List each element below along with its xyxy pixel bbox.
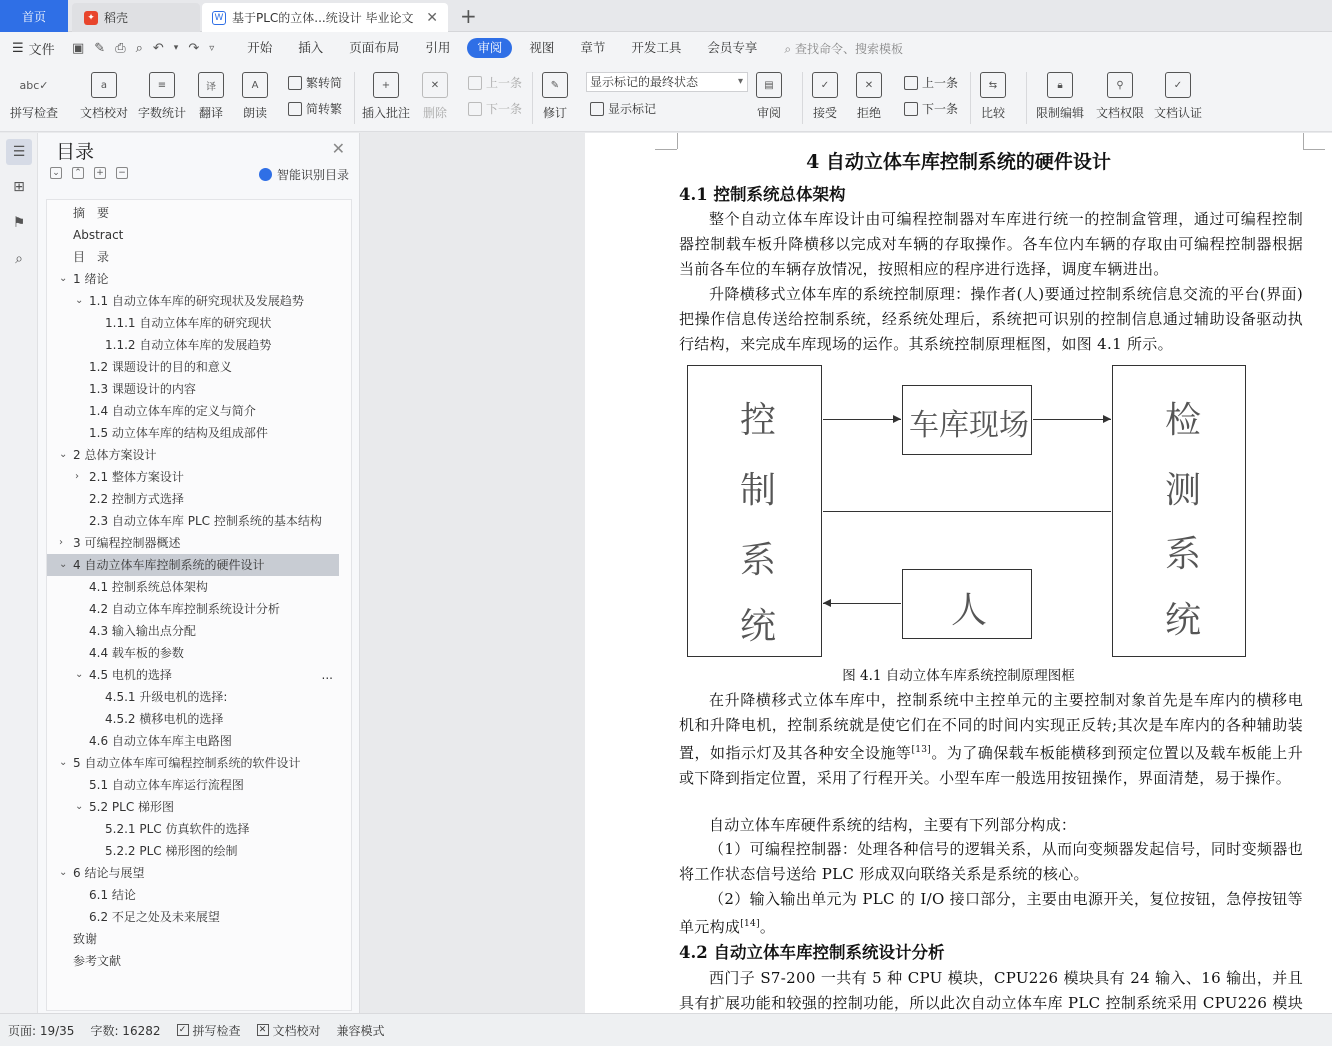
status-bar <box>0 1013 1332 1046</box>
arrow-head <box>893 415 901 423</box>
compare-label: 比较 <box>980 106 1005 120</box>
toc-item[interactable] <box>47 466 339 488</box>
spell-check-status[interactable] <box>177 1022 241 1039</box>
comment-icon: + <box>373 72 399 98</box>
lock-icon: 🔒︎ <box>1047 72 1073 98</box>
trad-to-simp-label: 繁转简 <box>306 76 343 90</box>
proofread-label: 文档校对 <box>80 106 129 120</box>
trad-to-simp-button[interactable] <box>288 74 342 91</box>
tab-home[interactable] <box>0 0 68 32</box>
ai-icon <box>259 168 272 181</box>
translate-icon: 译 <box>198 72 224 98</box>
toc-item[interactable] <box>47 290 339 312</box>
control-principle-diagram <box>687 365 1249 661</box>
insert-comment-label: 插入批注 <box>362 106 411 120</box>
bookmark-icon[interactable]: ⚑ <box>12 215 26 231</box>
undo-icon[interactable]: ↶ <box>152 40 164 56</box>
section-heading: 4.1 控制系统总体架构 <box>679 185 846 204</box>
redo-icon[interactable]: ↷ <box>188 40 200 56</box>
prev-comment-button[interactable] <box>468 74 522 91</box>
toc-item-label: 4.6 自动立体车库主电路图 <box>89 734 232 748</box>
menu-chapter[interactable]: 章节 <box>580 40 606 55</box>
toc-item-label: 4.3 输入输出点分配 <box>89 624 196 638</box>
tab-daoke-label: 稻壳 <box>104 11 129 25</box>
left-icon-rail <box>0 133 38 1013</box>
proofread-status-label: 文档校对 <box>272 1023 321 1038</box>
menu-member[interactable]: 会员专享 <box>707 40 758 55</box>
figure-caption: 图 4.1 自动立体车库系统控制原理图框 <box>842 668 1075 684</box>
toc-item[interactable] <box>47 950 339 972</box>
show-markup-label: 显示标记 <box>608 102 657 116</box>
toc-item-label: 2 总体方案设计 <box>73 448 157 462</box>
toc-item-label: 2.2 控制方式选择 <box>89 492 184 506</box>
close-icon[interactable]: ✕ <box>426 9 438 26</box>
smart-toc-label: 智能识别目录 <box>276 168 349 182</box>
print-preview-icon[interactable]: ⌕ <box>135 40 143 56</box>
show-markup-button[interactable] <box>590 100 656 117</box>
toc-item-selected[interactable] <box>47 554 339 576</box>
trad-to-simp-icon <box>288 76 302 90</box>
document-auth-label: 文档认证 <box>1154 106 1203 120</box>
toc-item[interactable] <box>47 642 339 664</box>
command-search[interactable] <box>784 40 903 57</box>
read-aloud-label: 朗读 <box>242 106 267 120</box>
diagram-char: 制 <box>740 470 777 511</box>
review-pane-icon: ▤ <box>756 72 782 98</box>
toc-panel <box>38 133 360 1013</box>
document-auth-button[interactable] <box>1154 72 1202 121</box>
ribbon-divider <box>354 72 355 124</box>
delete-comment-icon: ✕ <box>422 72 448 98</box>
smart-toc-button[interactable] <box>259 166 349 183</box>
toc-item-label: 参考文献 <box>73 954 122 968</box>
menu-developer[interactable]: 开发工具 <box>631 40 682 55</box>
document-rights-icon: ⚲ <box>1107 72 1133 98</box>
prev-change-icon <box>904 76 918 90</box>
proofread-button[interactable] <box>80 72 128 121</box>
compare-button[interactable] <box>980 72 1006 121</box>
proofread-status-icon: ✕ <box>257 1024 269 1036</box>
restrict-editing-label: 限制编辑 <box>1036 106 1085 120</box>
toc-item-label: 摘 要 <box>73 206 110 220</box>
toc-item[interactable] <box>47 862 339 884</box>
toc-item-label: Abstract <box>73 228 124 242</box>
review-pane-label: 审阅 <box>756 106 781 120</box>
accept-icon: ✓ <box>812 72 838 98</box>
next-change-button[interactable] <box>904 100 958 117</box>
chevron-down-icon[interactable]: ⌄ <box>59 757 68 768</box>
toc-item-label: 1.1.1 自动立体车库的研究现状 <box>105 316 272 330</box>
diagram-char: 测 <box>1165 470 1202 511</box>
delete-comment-button[interactable] <box>422 72 448 121</box>
arrow-line <box>823 419 901 420</box>
chevron-down-icon[interactable]: ⌄ <box>59 449 68 460</box>
toc-item[interactable] <box>47 796 339 818</box>
toc-item[interactable] <box>47 444 339 466</box>
format-painter-icon[interactable]: ✎ <box>94 40 106 56</box>
toc-item[interactable] <box>47 224 339 246</box>
toc-item[interactable] <box>47 664 339 686</box>
menu-insert[interactable]: 插入 <box>298 40 324 55</box>
toc-item-label: 2.1 整体方案设计 <box>89 470 184 484</box>
toc-title: 目录 <box>56 141 95 163</box>
toc-item[interactable] <box>47 686 339 708</box>
chevron-down-icon[interactable]: ⌄ <box>59 273 68 284</box>
toc-item[interactable] <box>47 312 339 334</box>
accept-button[interactable] <box>812 72 838 121</box>
chevron-right-icon[interactable]: › <box>59 537 63 548</box>
track-changes-button[interactable] <box>542 72 568 121</box>
connector-line <box>823 511 1111 512</box>
insert-comment-button[interactable] <box>362 72 410 121</box>
close-icon[interactable]: ✕ <box>331 139 345 158</box>
spell-check-label: 拼写检查 <box>10 106 59 120</box>
toc-item[interactable] <box>47 774 339 796</box>
prev-change-label: 上一条 <box>922 76 959 90</box>
toc-item[interactable] <box>47 708 339 730</box>
translate-label: 翻译 <box>198 106 223 120</box>
next-comment-button[interactable] <box>468 100 522 117</box>
diagram-char: 统 <box>740 606 777 647</box>
toc-item[interactable] <box>47 400 339 422</box>
proofread-status[interactable] <box>257 1022 321 1039</box>
garage-site-box <box>902 385 1032 455</box>
quick-access-toolbar <box>72 41 214 56</box>
chevron-down-icon[interactable]: ⌄ <box>75 669 84 680</box>
toc-item-label: 5.2.2 PLC 梯形图的绘制 <box>105 844 238 858</box>
add-heading-icon[interactable]: + <box>94 167 106 179</box>
word-doc-icon: W <box>212 11 226 25</box>
toc-item[interactable] <box>47 752 339 774</box>
next-comment-icon <box>468 102 482 116</box>
chevron-down-icon[interactable]: ⌄ <box>59 867 68 878</box>
restrict-editing-button[interactable] <box>1036 72 1084 121</box>
read-aloud-icon: A <box>242 72 268 98</box>
translate-button[interactable] <box>198 72 224 121</box>
next-comment-label: 下一条 <box>486 102 523 116</box>
toc-item[interactable] <box>47 510 339 532</box>
customize-dropdown-icon[interactable]: ▿ <box>209 42 215 54</box>
menu-start[interactable]: 开始 <box>247 40 273 55</box>
detection-system-box <box>1112 365 1246 657</box>
tab-daoke[interactable] <box>72 3 200 32</box>
paragraph-text: （2）输入输出单元为 PLC 的 I/O 接口部分，主要由电源开关，复位按钮，急停按钮等单元构成 <box>679 890 1303 936</box>
body-paragraph: （1）可编程控制器：处理各种信号的逻辑关系，从而向变频器发起信号，同时变频器也将工作状态信号送给 PLC 形成双向联络关系是系统的核心。 <box>679 840 1303 883</box>
compare-icon: ⇆ <box>980 72 1006 98</box>
shield-icon: ✓ <box>1165 72 1191 98</box>
arrow-head <box>823 599 831 607</box>
toc-item[interactable] <box>47 268 339 290</box>
toc-list <box>46 199 352 1011</box>
daoke-icon: ✦ <box>84 11 98 25</box>
more-options-icon[interactable]: ... <box>321 668 333 682</box>
toc-item-label: 6.2 不足之处及未来展望 <box>89 910 220 924</box>
diagram-label: 车库现场 <box>909 408 1029 443</box>
markup-display-select[interactable] <box>586 72 748 92</box>
expand-all-icon[interactable]: ⌄ <box>50 167 62 179</box>
spell-check-icon: abc✓ <box>19 78 49 92</box>
track-changes-icon: ✎ <box>542 72 568 98</box>
toc-item[interactable] <box>47 818 339 840</box>
toc-item[interactable] <box>47 202 339 224</box>
file-menu-label: 文件 <box>28 42 55 58</box>
citation: [13] <box>911 745 932 755</box>
toc-item-label: 6.1 结论 <box>89 888 136 902</box>
toc-item-label: 4.5.1 升级电机的选择: <box>105 690 228 704</box>
chevron-down-icon[interactable]: ⌄ <box>59 559 68 570</box>
menu-bar <box>0 32 1332 64</box>
toc-item-label: 1.1 自动立体车库的研究现状及发展趋势 <box>89 294 304 308</box>
toc-item-label: 4 自动立体车库控制系统的硬件设计 <box>73 558 265 572</box>
save-icon[interactable]: ▣ <box>72 40 85 56</box>
toc-item-label: 1.4 自动立体车库的定义与简介 <box>89 404 256 418</box>
show-markup-icon <box>590 102 604 116</box>
body-paragraph: 整个自动立体车库设计由可编程控制器对车库进行统一的控制盒管理，通过可编程控制器控制载车板升降横移以完成对车辆的存取操作。各车位内车辆的存取由可编程控制器根据当前各车位的车辆存放情况，按照相应的程序进行选择，调度车辆进出。 <box>679 210 1303 278</box>
body-paragraph: 西门子 S7-200 一共有 5 种 CPU 模块，CPU226 模块具有 24 输入、16 输出，并且具有扩展功能和较强的控制功能，所以此次自动立体车库 PLC 控制系统采用 CPU226 模块 <box>679 969 1303 1012</box>
toc-item-label: 3 可编程控制器概述 <box>73 536 181 550</box>
word-count[interactable]: 字数: 16282 <box>90 1023 161 1038</box>
ribbon-divider <box>532 72 533 124</box>
toc-tools <box>50 167 128 179</box>
person-box <box>902 569 1032 639</box>
new-tab-button[interactable]: + <box>460 4 477 28</box>
remove-heading-icon[interactable]: − <box>116 167 128 179</box>
body-paragraph: 升降横移式立体车库的系统控制原理：操作者(人)要通过控制系统信息交流的平台(界面)把操作信息传送给控制系统，经系统处理后，系统把可识别的控制信息通过辅助设备驱动执行结构，来完成车库现场的运作。其系统控制原理框图，如图 4.1 所示。 <box>679 285 1303 353</box>
review-pane-button[interactable] <box>756 72 782 121</box>
toc-item[interactable] <box>47 532 339 554</box>
toc-item[interactable] <box>47 576 339 598</box>
toc-item-label: 1.1.2 自动立体车库的发展趋势 <box>105 338 272 352</box>
toc-item-label: 4.4 载车板的参数 <box>89 646 184 660</box>
toc-item-label: 1.3 课题设计的内容 <box>89 382 196 396</box>
simp-to-trad-button[interactable] <box>288 100 342 117</box>
document-rights-button[interactable] <box>1096 72 1144 121</box>
toc-item[interactable] <box>47 422 339 444</box>
menu-view[interactable]: 视图 <box>529 40 555 55</box>
chevron-right-icon[interactable]: › <box>75 471 79 482</box>
diagram-char: 系 <box>1165 534 1202 575</box>
find-icon[interactable]: ⌕ <box>15 251 23 267</box>
diagram-label: 人 <box>951 590 988 631</box>
prev-comment-label: 上一条 <box>486 76 523 90</box>
toc-item[interactable] <box>47 928 339 950</box>
simp-to-trad-label: 简转繁 <box>306 102 343 116</box>
toc-item-label: 1.5 动立体车库的结构及组成部件 <box>89 426 268 440</box>
menu-review[interactable]: 审阅 <box>467 38 512 58</box>
toc-item-label: 5.2 PLC 梯形图 <box>89 800 175 814</box>
toc-item-label: 6 结论与展望 <box>73 866 145 880</box>
next-change-icon <box>904 102 918 116</box>
toc-item-label: 4.5.2 横移电机的选择 <box>105 712 224 726</box>
chevron-down-icon[interactable]: ⌄ <box>75 295 84 306</box>
diagram-char: 统 <box>1165 600 1202 641</box>
toc-item[interactable] <box>47 906 339 928</box>
reject-label: 拒绝 <box>856 106 881 120</box>
chevron-down-icon[interactable]: ⌄ <box>75 801 84 812</box>
citation: [14] <box>740 919 760 929</box>
next-change-label: 下一条 <box>922 102 959 116</box>
arrow-line <box>1033 419 1111 420</box>
collapse-all-icon[interactable]: ⌃ <box>72 167 84 179</box>
toc-item[interactable] <box>47 356 339 378</box>
toc-item-label: 4.5 电机的选择 <box>89 668 172 682</box>
document-page[interactable] <box>585 133 1332 1013</box>
diagram-char: 检 <box>1165 400 1202 441</box>
arrow-head <box>1103 415 1111 423</box>
toc-item[interactable] <box>47 884 339 906</box>
ribbon-divider <box>1026 72 1027 124</box>
reject-button[interactable] <box>856 72 882 121</box>
paragraph-text: 在升降横移式立体车库中，控制系统中主控单元的主要控制对象首先是车库内的横移电机和升降电机，控制系统就是使它们在不同的时间内实现正反转;其次是车库内的各种辅助装置，如指示灯及其各种安全设施等 <box>679 691 1303 762</box>
body-paragraph: 自动立体车库硬件系统的结构，主要有下列部分构成： <box>709 816 1077 834</box>
command-search-placeholder: 查找命令、搜索模板 <box>794 41 903 56</box>
control-system-box <box>687 365 822 657</box>
toc-item[interactable] <box>47 246 339 268</box>
navigation-icon[interactable]: ⊞ <box>13 179 25 195</box>
paragraph-text: 。为了确保载车板能横移到预定位置以及载车板能上升或下降到指定位置，采用了行程开关。小型车库一般选用按钮操作，界面清楚，易于操作。 <box>679 744 1304 787</box>
reject-icon: ✕ <box>856 72 882 98</box>
undo-dropdown-icon[interactable]: ▾ <box>173 43 179 53</box>
file-menu-button[interactable] <box>0 39 66 58</box>
prev-comment-icon <box>468 76 482 90</box>
diagram-char: 控 <box>740 400 777 441</box>
menu-references[interactable]: 引用 <box>425 40 451 55</box>
print-icon[interactable]: ⎙ <box>115 40 126 56</box>
body-paragraph <box>679 887 1303 940</box>
ribbon-divider <box>802 72 803 124</box>
toc-item-label: 5 自动立体车库可编程控制系统的软件设计 <box>73 756 301 770</box>
hamburger-icon: ☰ <box>12 40 24 56</box>
toc-item-label: 5.1 自动立体车库运行流程图 <box>89 778 244 792</box>
tab-document[interactable] <box>202 3 448 32</box>
delete-comment-label: 删除 <box>422 106 447 120</box>
proofread-icon: a <box>91 72 117 98</box>
toc-item[interactable] <box>47 730 339 752</box>
toc-item[interactable] <box>47 378 339 400</box>
prev-change-button[interactable] <box>904 74 958 91</box>
toc-icon[interactable]: ☰ <box>6 139 32 165</box>
word-count-button[interactable] <box>138 72 186 121</box>
toc-item-label: 致谢 <box>73 932 98 946</box>
toc-item-label: 1.2 课题设计的目的和意义 <box>89 360 232 374</box>
toc-item-label: 2.3 自动立体车库 PLC 控制系统的基本结构 <box>89 514 322 528</box>
accept-label: 接受 <box>812 106 837 120</box>
toc-item-label: 5.2.1 PLC 仿真软件的选择 <box>105 822 250 836</box>
body-paragraph <box>679 688 1303 791</box>
read-aloud-button[interactable] <box>242 72 268 121</box>
section-heading: 4.2 自动立体车库控制系统设计分析 <box>679 943 945 962</box>
simp-to-trad-icon <box>288 102 302 116</box>
diagram-char: 系 <box>740 540 777 581</box>
word-count-icon: ≡ <box>149 72 175 98</box>
toc-item-label: 4.2 自动立体车库控制系统设计分析 <box>89 602 280 616</box>
toc-item[interactable] <box>47 840 339 862</box>
document-rights-label: 文档权限 <box>1096 106 1145 120</box>
toc-item[interactable] <box>47 620 339 642</box>
compatibility-mode: 兼容模式 <box>336 1023 385 1038</box>
title-bar <box>0 0 1332 32</box>
search-icon: ⌕ <box>784 41 792 56</box>
word-count-label: 字数统计 <box>138 106 187 120</box>
menu-tabs <box>234 38 770 58</box>
checkbox-icon: ✓ <box>177 1024 189 1036</box>
toc-item[interactable] <box>47 488 339 510</box>
tab-document-label: 基于PLC的立体...统设计 毕业论文 <box>232 11 414 25</box>
review-ribbon <box>0 64 1332 132</box>
toc-item-label: 4.1 控制系统总体架构 <box>89 580 208 594</box>
spell-check-status-label: 拼写检查 <box>192 1023 241 1038</box>
menu-page-layout[interactable]: 页面布局 <box>349 40 400 55</box>
chapter-heading: 4 自动立体车库控制系统的硬件设计 <box>806 151 1111 173</box>
tab-home-label: 首页 <box>21 9 46 24</box>
spell-check-button[interactable] <box>10 72 58 121</box>
ribbon-divider <box>970 72 971 124</box>
toc-item[interactable] <box>47 334 339 356</box>
markup-display-value: 显示标记的最终状态 <box>590 75 699 89</box>
toc-item-label: 1 绪论 <box>73 272 109 286</box>
document-area <box>360 133 1332 1013</box>
paragraph-text: 。 <box>759 918 776 936</box>
toc-item[interactable] <box>47 598 339 620</box>
arrow-line <box>823 603 901 604</box>
track-changes-label: 修订 <box>542 106 567 120</box>
toc-item-label: 目 录 <box>73 250 110 264</box>
page-indicator[interactable]: 页面: 19/35 <box>8 1023 75 1038</box>
